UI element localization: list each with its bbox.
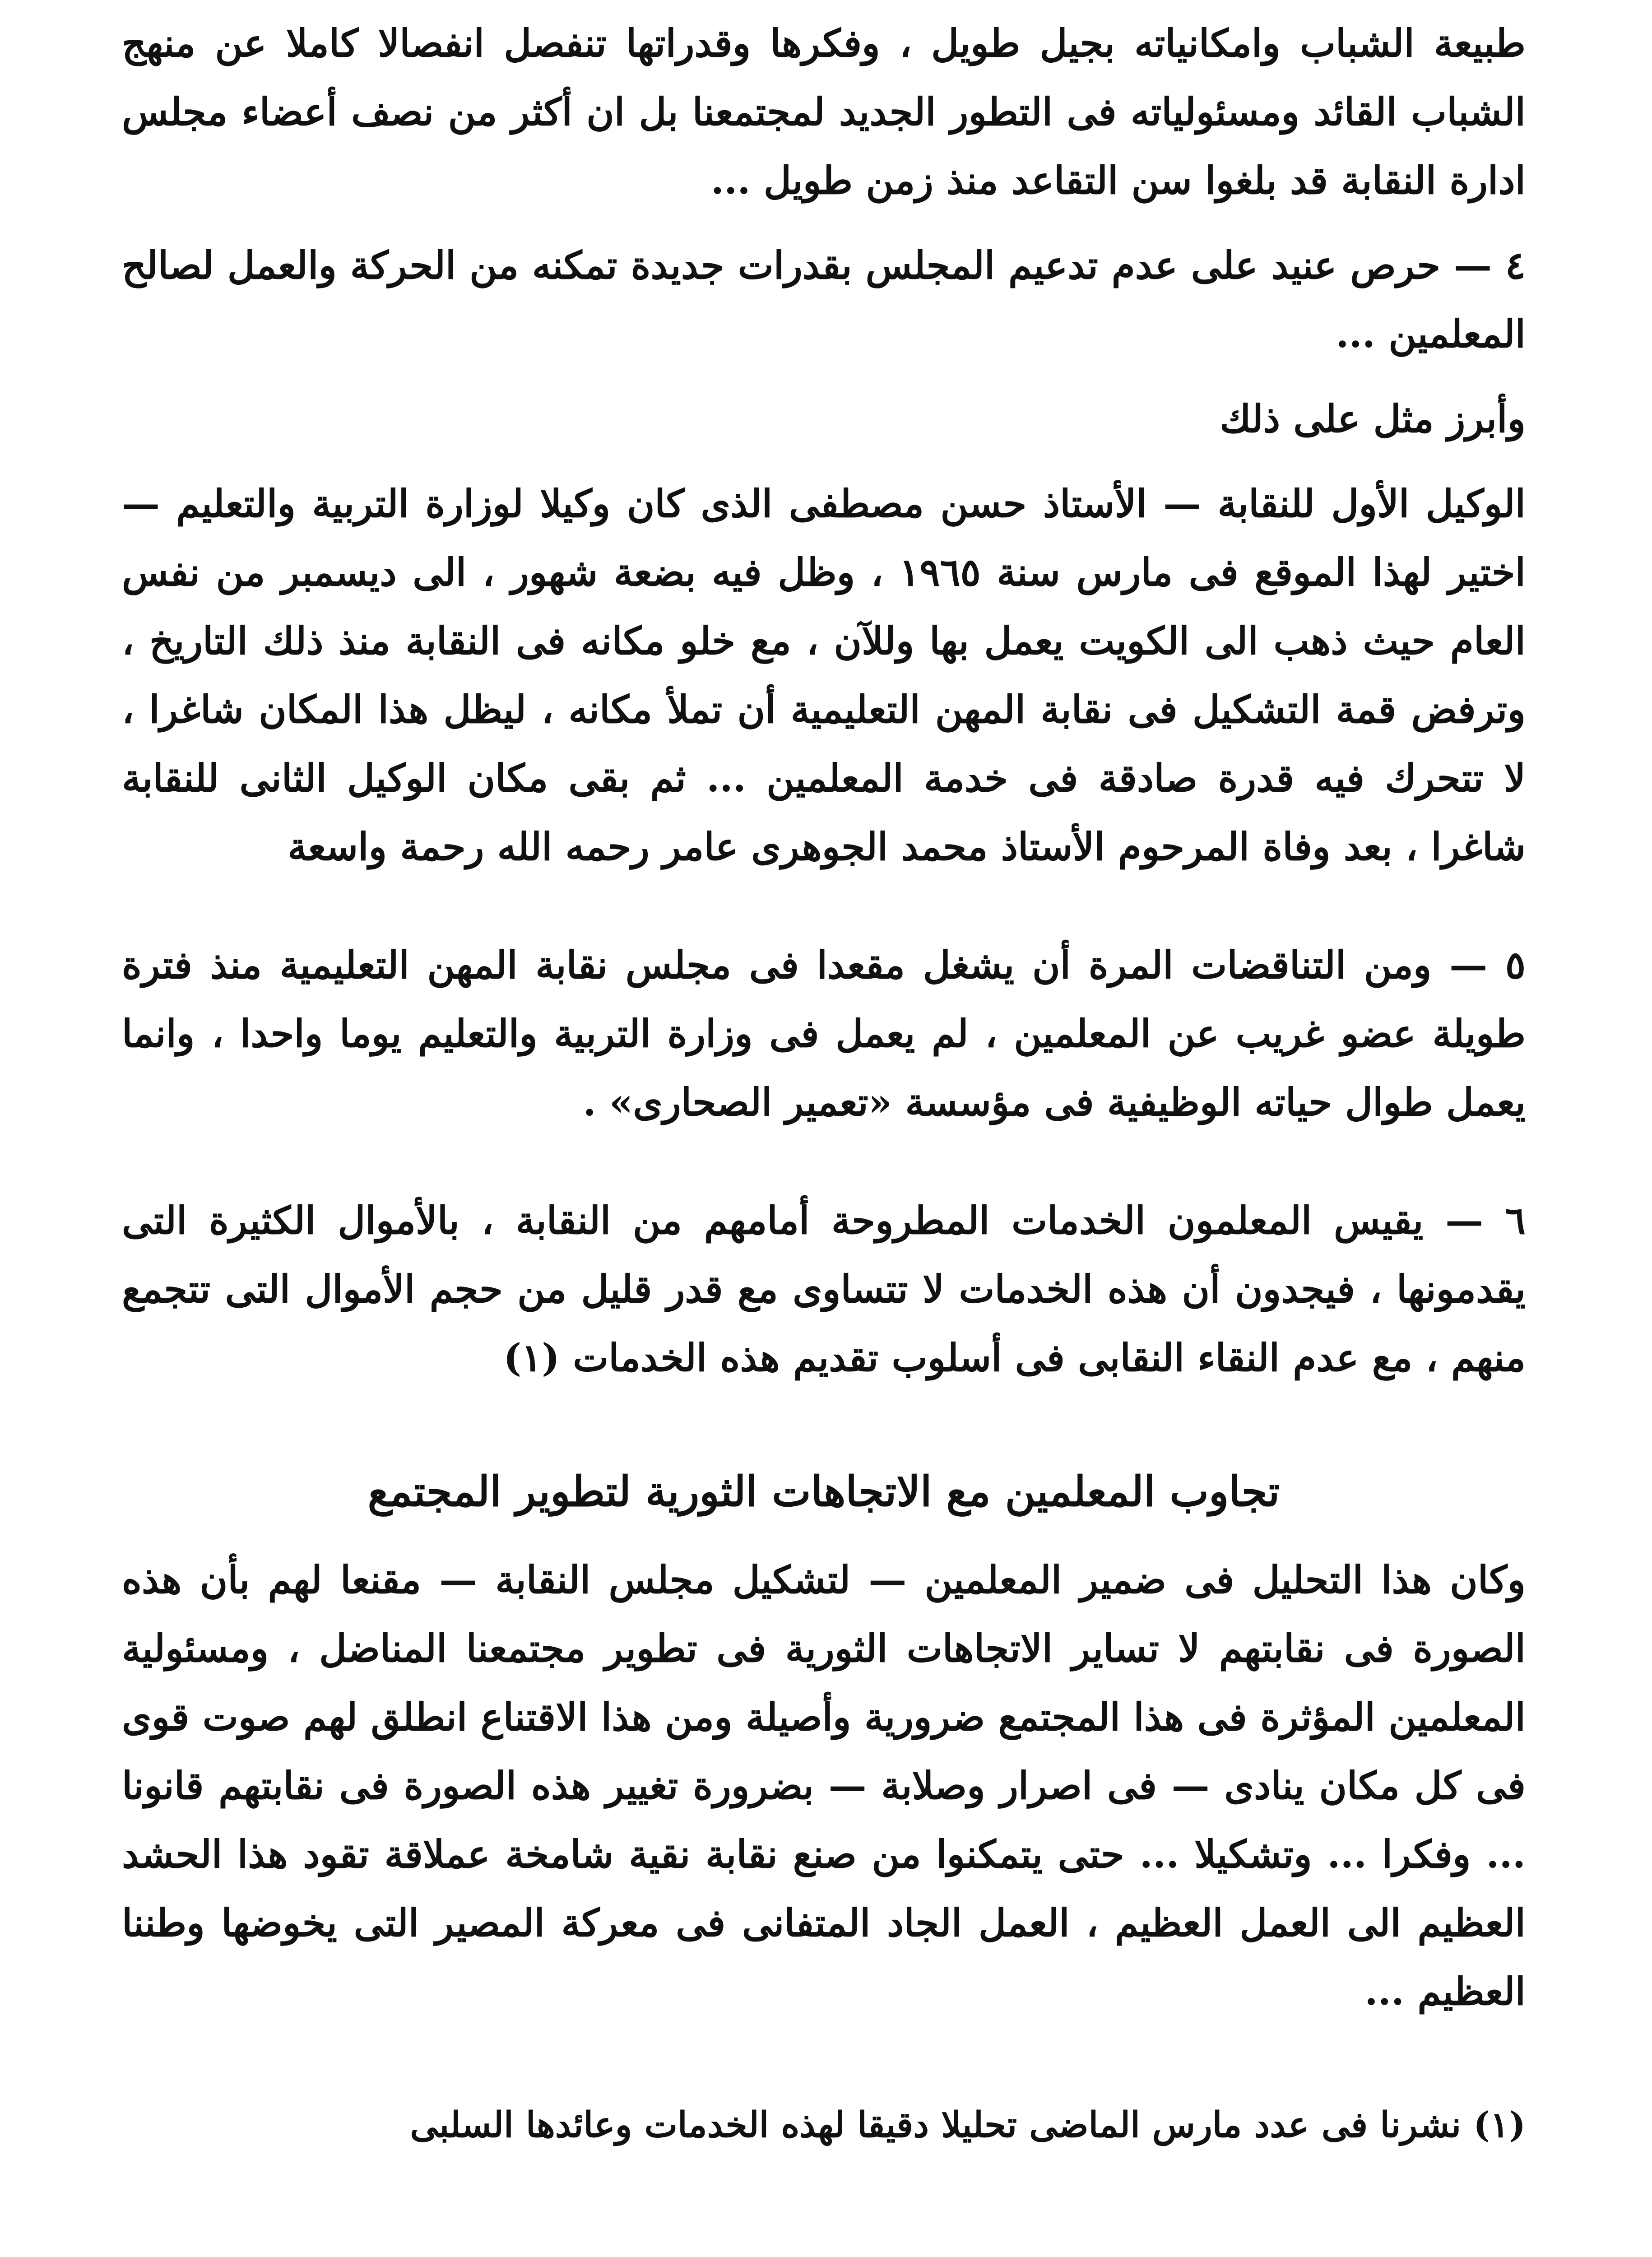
document-page: [122, 9, 1526, 2257]
paragraph-example-intro: وأبرز مثل على ذلك: [1220, 396, 1526, 441]
section-heading: تجاوب المعلمين مع الاتجاهات الثورية لتطوير المجتمع: [367, 1467, 1280, 1516]
paragraph-youth: طبيعة الشباب وامكانياته بجيل طويل ، وفكرها وقدراتها تنفصل انفصالا كاملا عن منهج الشباب القائد ومسئولياته فى التطور الجديد لمجتمعنا بل ان أكثر من نصف أعضاء مجلس ادارة النقابة قد بلغوا سن التقاعد منذ زمن طويل ...: [122, 21, 1526, 203]
paragraph-point-6: ٦ — يقيس المعلمون الخدمات المطروحة أمامهم من النقابة ، بالأموال الكثيرة التى يقدمونها ، فيجدون أن هذه الخدمات لا تتساوى مع قدر قليل من حجم الأموال التى تتجمع منهم ، مع عدم النقاء النقابى فى أسلوب تقديم هذه الخدمات (١): [122, 1198, 1526, 1380]
footnote: (١) نشرنا فى عدد مارس الماضى تحليلا دقيقا لهذه الخدمات وعائدها السلبى: [410, 2104, 1526, 2146]
paragraph-point-5: ٥ — ومن التناقضات المرة أن يشغل مقعدا فى مجلس نقابة المهن التعليمية منذ فترة طويلة عضو غريب عن المعلمين ، لم يعمل فى وزارة التربية والتعليم يوما واحدا ، وانما يعمل طوال حياته الوظيفية فى مؤسسة «تعمير الصحارى» .: [122, 943, 1526, 1124]
paragraph-closing: وكان هذا التحليل فى ضمير المعلمين — لتشكيل مجلس النقابة — مقنعا لهم بأن هذه الصورة فى نقابتهم لا تساير الاتجاهات الثورية فى تطوير مجتمعنا المناضل ، ومسئولية المعلمين المؤثرة فى هذا المجتمع ضرورية وأصيلة ومن هذا الاقتناع انطلق لهم صوت قوى فى كل مكان ينادى — فى اصرار وصلابة — بضرورة تغيير هذه الصورة فى نقابتهم قانونا ... وفكرا ... وتشكيلا ... حتى يتمكنوا من صنع نقابة نقية شامخة عملاقة تقود هذا الحشد العظيم الى العمل العظيم ، العمل الجاد المتفانى فى معركة المصير التى يخوضها وطننا العظيم ...: [122, 1557, 1526, 2014]
paragraph-first-deputy: الوكيل الأول للنقابة — الأستاذ حسن مصطفى الذى كان وكيلا لوزارة التربية والتعليم — اختير لهذا الموقع فى مارس سنة ١٩٦٥ ، وظل فيه بضعة شهور ، الى ديسمبر من نفس العام حيث ذهب الى الكويت يعمل بها وللآن ، مع خلو مكانه فى النقابة منذ ذلك التاريخ ، وترفض قمة التشكيل فى نقابة المهن التعليمية أن تملأ مكانه ، ليظل هذا المكان شاغرا ، لا تتحرك فيه قدرة صادقة فى خدمة المعلمين ... ثم بقى مكان الوكيل الثانى للنقابة شاغرا ، بعد وفاة المرحوم الأستاذ محمد الجوهرى عامر رحمه الله رحمة واسعة: [122, 481, 1526, 869]
paragraph-point-4: ٤ — حرص عنيد على عدم تدعيم المجلس بقدرات جديدة تمكنه من الحركة والعمل لصالح المعلمين ...: [122, 243, 1526, 356]
